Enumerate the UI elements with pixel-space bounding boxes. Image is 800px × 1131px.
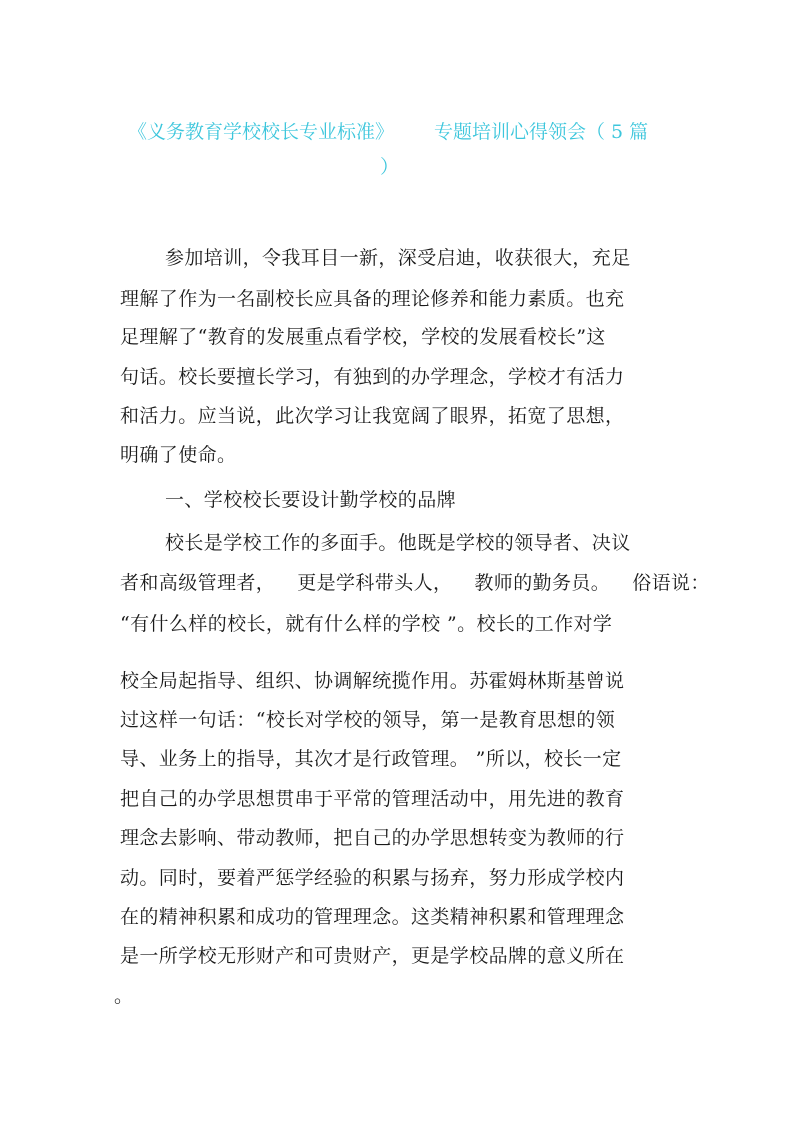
paragraph-2-line: 过这样一句话：“校长对学校的领导，第一是教育思想的领 — [120, 709, 616, 731]
paragraph-2-line: 在的精神积累和成功的管理理念。这类精神积累和管理理念 — [120, 906, 625, 928]
paragraph-2-line: 把自己的办学思想贯串于平常的管理活动中，用先进的教育 — [120, 788, 625, 810]
paragraph-2-segment: 者和高级管理者， — [120, 572, 276, 594]
title-part-2: 专题培训心得领会（ 5 篇 — [434, 121, 649, 143]
paragraph-2-line: 。 — [114, 985, 134, 1007]
section-heading: 一、学校校长要设计勤学校的品牌 — [165, 489, 457, 511]
paragraph-1-line: 理解了作为一名副校长应具备的理论修养和能力素质。也充 — [120, 288, 625, 310]
title-part-1: 《义务教育学校校长专业标准》 — [128, 121, 395, 143]
paragraph-1-line: 足理解了“教育的发展重点看学校，学校的发展看校长”这 — [120, 326, 606, 348]
title-line-1 — [128, 117, 648, 144]
paragraph-1-line: 和活力。应当说，此次学习让我宽阔了眼界，拓宽了思想， — [120, 405, 625, 427]
title-line-2: ） — [380, 156, 400, 178]
paragraph-1-line: 明确了使命。 — [120, 444, 237, 466]
paragraph-2-line: 动。同时，要着严惩学经验的积累与扬弃，努力形成学校内 — [120, 867, 625, 889]
paragraph-2-line: 是一所学校无形财产和可贵财产，更是学校品牌的意义所在 — [120, 945, 625, 967]
paragraph-2-line: “有什么样的校长，就有什么样的学校 ”。校长的工作对学 — [120, 613, 613, 635]
paragraph-2-line: 导、业务上的指导，其次才是行政管理。 ”所以，校长一定 — [120, 748, 622, 770]
paragraph-2-segment: 俗语说： — [632, 572, 710, 594]
paragraph-2-segment: 教师的勤务员。 — [474, 572, 611, 594]
paragraph-1-line: 参加培训，令我耳目一新，深受启迪，收获很大，充足 — [165, 247, 631, 269]
paragraph-2-line: 校全局起指导、组织、协调解统揽作用。苏霍姆林斯基曾说 — [120, 670, 625, 692]
paragraph-2-line: 校长是学校工作的多面手。他既是学校的领导者、决议 — [165, 532, 631, 554]
paragraph-1-line: 句话。校长要擅长学习，有独到的办学理念，学校才有活力 — [120, 366, 625, 388]
paragraph-2-line: 理念去影响、带动教师，把自己的办学思想转变为教师的行 — [120, 827, 625, 849]
paragraph-2-line — [120, 571, 710, 595]
paragraph-2-segment: 更是学科带头人， — [297, 572, 453, 594]
